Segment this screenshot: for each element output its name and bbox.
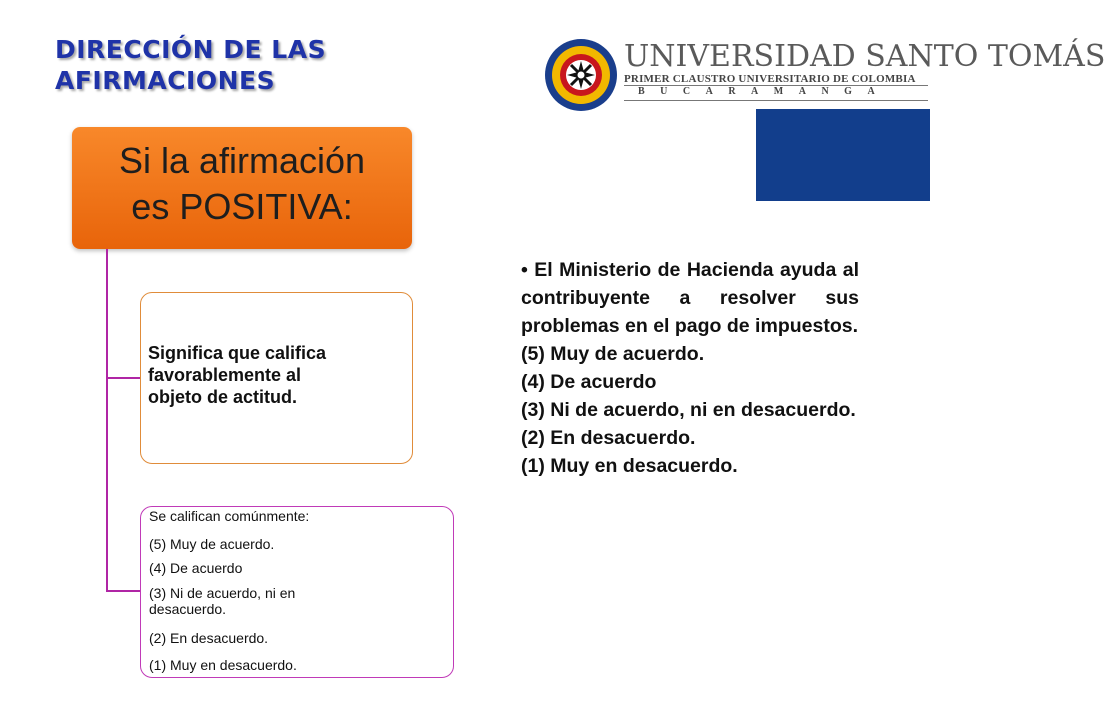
example-option: (3) Ni de acuerdo, ni en desacuerdo. [521,399,856,421]
child2-option: (2) En desacuerdo. [149,630,269,646]
child2-option: (4) De acuerdo [149,560,243,576]
title-line-1: DIRECCIÓN DE LAS [55,35,327,64]
slide-title [55,34,385,96]
university-subtitle: PRIMER CLAUSTRO UNIVERSITARIO DE COLOMBIA [624,73,916,85]
example-option: (2) En desacuerdo. [521,427,696,449]
connector-branch-2 [106,590,141,592]
university-name: UNIVERSIDAD SANTO TOMÁS [624,39,1105,74]
diagram-header-box [72,127,412,249]
child2-intro: Se califican comúnmente: [149,508,310,524]
university-city: BUCARAMANGA [638,86,891,97]
university-seal-icon [544,38,618,112]
connector-vertical [106,249,108,591]
logo-rule [624,100,928,101]
example-option: (1) Muy en desacuerdo. [521,455,738,477]
example-option: (5) Muy de acuerdo. [521,343,705,365]
child2-option: (5) Muy de acuerdo. [149,536,275,552]
child2-option: (1) Muy en desacuerdo. [149,657,297,673]
child1-line-1: Significa que califica [148,343,327,363]
diagram-child-box-1 [140,292,413,464]
title-line-2: AFIRMACIONES [55,66,276,95]
connector-branch-1 [106,377,141,379]
example-statement: El Ministerio de Hacienda ayuda al contribuyente a resolver sus problemas en el pago de impuestos. [521,259,860,337]
child2-option: desacuerdo. [149,601,227,617]
header-line-2: es POSITIVA: [131,186,353,227]
example-option: (4) De acuerdo [521,371,657,393]
child2-option: (3) Ni de acuerdo, ni en [149,585,296,601]
university-logo [544,38,1105,112]
header-line-1: Si la afirmación [118,140,366,181]
blue-block [756,109,930,201]
example-text-block [521,256,859,480]
example-statement-paragraph [521,256,859,340]
diagram-child-box-2 [140,506,454,678]
child1-line-2: favorablemente al [148,365,302,385]
child1-line-3: objeto de actitud. [148,387,298,407]
bullet-icon: • [521,259,528,281]
